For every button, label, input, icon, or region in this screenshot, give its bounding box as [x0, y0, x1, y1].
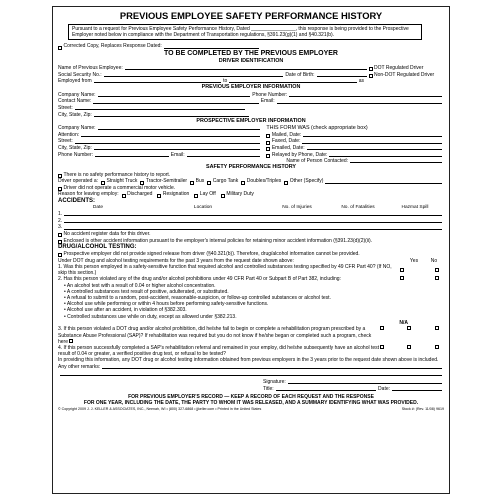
operated-label: Driver operated a:: [58, 178, 99, 185]
title-row: [58, 385, 444, 392]
remarks-line-2: [58, 370, 444, 377]
discharged-checkbox[interactable]: [122, 194, 126, 198]
record-notice-line-2: FOR ONE YEAR, INCLUDING THE DATE, THE PARTY TO WHOM IT WAS RELEASED, AND A SUMMARY IDENTIFYING WHAT WAS PROVIDED.: [83, 400, 419, 407]
acc-col-location: Location: [193, 204, 213, 210]
bus-checkbox[interactable]: [190, 181, 194, 185]
question-1: [58, 264, 444, 276]
other-remarks-label: Any other remarks:: [58, 364, 101, 371]
pros-company-row: [58, 125, 262, 132]
employee-name-row: [58, 65, 444, 72]
form-sent-heading: THIS FORM WAS (check appropriate box): [266, 125, 368, 132]
dot-regulated-checkbox[interactable]: [369, 67, 373, 71]
tractor-checkbox[interactable]: [140, 181, 144, 185]
q2-no-checkbox[interactable]: [435, 276, 439, 280]
title-field[interactable]: [276, 390, 376, 391]
q2-item-text: A refusal to submit to a random, post-accident, reasonable-suspicion, or follow-up controlled substances or alcohol test.: [66, 295, 331, 302]
corrected-copy-row: [58, 43, 444, 50]
stock-number: Stock #: (Rev. 11/08) 9619: [401, 407, 444, 412]
prospective-heading: PROSPECTIVE EMPLOYER INFORMATION: [196, 117, 306, 124]
faxed-label: Faxed, Date:: [271, 138, 301, 145]
title-label: Title:: [263, 385, 274, 392]
question-3: [58, 326, 444, 345]
pros-city-row: [58, 145, 262, 152]
q1-no-checkbox[interactable]: [435, 268, 439, 272]
straight-truck-checkbox[interactable]: [101, 181, 105, 185]
doubles-label: Doubles/Triples: [246, 178, 282, 185]
accident-row-1-field[interactable]: [64, 215, 442, 216]
main-heading: TO BE COMPLETED BY THE PREVIOUS EMPLOYER: [164, 49, 338, 57]
enclosed-row: [58, 237, 444, 244]
prev-email-label: Email:: [260, 98, 275, 105]
q3-unknown-checkbox[interactable]: [69, 339, 73, 343]
q2-item: • Alcohol use while performing or within 4 hours before performing safety-sensitive functions.: [64, 301, 269, 308]
faxed-date-field[interactable]: [302, 143, 442, 144]
question-2-text: 2. Has this person violated any of the drug and/or alcohol prohibitions under 49 CFR Part 40 or Subpart B of Part 382, including:: [58, 276, 341, 283]
copyright-text: © Copyright 2009 J. J. KELLER & ASSOCIATES, INC., Neenah, WI • (800) 327-6868 • jjkeller.com • Printed in the United States: [58, 407, 262, 412]
date-label: Date:: [378, 385, 390, 392]
acc-col-fatalities: No. of Fatalities: [341, 204, 375, 210]
q2-item-text: Alcohol use after an accident, in violation of §382.303.: [66, 307, 187, 314]
cargo-tank-label: Cargo Tank: [212, 178, 239, 185]
q2-item-text: An alcohol test with a result of 0.04 or higher alcohol concentration.: [66, 282, 216, 289]
release-row: [58, 251, 444, 258]
q4-na-checkbox[interactable]: [435, 345, 439, 349]
q3-yes-checkbox[interactable]: [380, 326, 384, 330]
prospective-section: [58, 125, 444, 165]
remarks-field-2[interactable]: [60, 375, 442, 376]
military-label: Military Duty: [226, 191, 254, 198]
emailed-label: Emailed, Date:: [271, 144, 305, 151]
tractor-label: Tractor-Semitrailer: [145, 178, 188, 185]
form-title: PREVIOUS EMPLOYEE SAFETY PERFORMANCE HISTORY: [119, 10, 383, 21]
emailed-checkbox[interactable]: [266, 147, 270, 151]
mailed-date-field[interactable]: [303, 136, 442, 137]
employed-to-label: to: [223, 78, 228, 85]
prev-company-label: Company Name:: [58, 91, 96, 98]
mailed-checkbox[interactable]: [266, 134, 270, 138]
bus-label: Bus: [195, 178, 205, 185]
copyright-row: [58, 407, 444, 412]
acc-col-date: Date: [92, 204, 104, 210]
q2-item-text: Alcohol use while performing or within 4 hours before performing safety-sensitive functions.: [66, 301, 269, 308]
ssn-field[interactable]: [104, 76, 284, 77]
q2-item: • A controlled substances test result of positive, adulterated, or substituted.: [64, 288, 229, 295]
no-accident-label: No accident register data for this driver.: [63, 231, 151, 238]
ssn-label: Social Security No.:: [58, 71, 102, 78]
no-accident-row: [58, 231, 444, 238]
prev-company-field[interactable]: [98, 96, 251, 97]
contacted-label: Name of Person Contacted:: [286, 158, 349, 165]
question-2: [58, 276, 444, 319]
faxed-row: [266, 138, 444, 145]
ssn-row: [58, 71, 444, 78]
acc-row-number: 1.: [58, 211, 63, 218]
faxed-checkbox[interactable]: [266, 141, 270, 145]
no-history-row: [58, 171, 444, 178]
under-dot-row: [58, 257, 444, 264]
layoff-checkbox[interactable]: [194, 194, 198, 198]
employed-as-label: as: [358, 78, 365, 85]
layoff-label: Lay Off: [199, 191, 216, 198]
relayed-date-field[interactable]: [329, 156, 442, 157]
enclosed-label: Enclosed is other accident information pursuant to the employer's internal policies for retaining minor accident information (§391.23(d)(2)(ii).: [63, 237, 373, 244]
drug-heading: DRUG/ALCOHOL TESTING:: [58, 243, 137, 250]
question-4: [58, 345, 444, 357]
q3-na-checkbox[interactable]: [435, 326, 439, 330]
q3-no-checkbox[interactable]: [407, 326, 411, 330]
safety-heading: SAFETY PERFORMANCE HISTORY: [205, 164, 297, 171]
no-header: No: [430, 257, 438, 264]
doubles-checkbox[interactable]: [241, 181, 245, 185]
pros-email-field[interactable]: [187, 156, 261, 157]
acc-col-hazmat: Hazmat Spill: [401, 204, 429, 210]
pros-city-field[interactable]: [94, 149, 261, 150]
accidents-heading: ACCIDENTS:: [58, 197, 95, 204]
pros-phone-row: [58, 151, 262, 158]
prev-street-label: Street:: [58, 104, 73, 111]
release-checkbox[interactable]: [58, 253, 62, 257]
prev-employer-heading: PREVIOUS EMPLOYER INFORMATION: [201, 84, 301, 91]
accident-row-3-field[interactable]: [64, 229, 442, 230]
dob-field[interactable]: [317, 76, 367, 77]
resignation-label: Resignation: [162, 191, 190, 198]
no-cmv-checkbox[interactable]: [58, 187, 62, 191]
resignation-checkbox[interactable]: [157, 194, 161, 198]
non-dot-label: Non-DOT Regulated Driver: [374, 71, 435, 78]
pros-phone-label: Phone Number:: [58, 151, 94, 158]
no-cmv-label: Driver did not operate a commercial motor vehicle.: [63, 184, 176, 191]
other-vehicle-checkbox[interactable]: [284, 181, 288, 185]
no-history-label: There is no safety performance history to report.: [63, 171, 171, 178]
prev-email-field[interactable]: [277, 103, 442, 104]
q1-yes-checkbox[interactable]: [400, 268, 404, 272]
q2-item: • An alcohol test with a result of 0.04 or higher alcohol concentration.: [64, 282, 216, 289]
q4-yes-checkbox[interactable]: [380, 345, 384, 349]
employee-name-field[interactable]: [125, 69, 367, 70]
no-cmv-row: [58, 185, 444, 192]
prev-city-field[interactable]: [94, 116, 249, 117]
pros-city-label: City, State, Zip:: [58, 144, 92, 151]
relayed-checkbox[interactable]: [266, 154, 270, 158]
yes-header: Yes: [409, 257, 419, 264]
employed-from-label: Employed from: [58, 78, 92, 85]
record-notice-line-1: FOR PREVIOUS EMPLOYER'S RECORD — KEEP A RECORD OF EACH REQUEST AND THE RESPONSE: [128, 394, 374, 401]
acc-col-injuries: No. of Injuries: [282, 204, 312, 210]
prev-street-field[interactable]: [75, 109, 245, 110]
straight-truck-label: Straight Truck: [106, 178, 138, 185]
cargo-tank-checkbox[interactable]: [207, 181, 211, 185]
prev-street-row: [58, 105, 444, 112]
no-history-checkbox[interactable]: [58, 174, 62, 178]
date-field[interactable]: [392, 390, 442, 391]
employed-row: [58, 78, 444, 85]
emailed-date-field[interactable]: [307, 149, 442, 150]
signature-row: [58, 379, 444, 386]
corrected-copy-label: Corrected Copy, Replaces Response Dated:: [63, 43, 162, 50]
other-remarks-field[interactable]: [102, 368, 442, 369]
prev-contact-field[interactable]: [93, 103, 258, 104]
record-notice: [58, 394, 444, 406]
accident-row-2-field[interactable]: [64, 222, 442, 223]
emailed-row: [266, 145, 444, 152]
pros-attention-row: [58, 131, 262, 138]
q2-item-text: Controlled substances use while on duty, except as allowed under §382.213.: [67, 313, 237, 320]
pros-street-row: [58, 138, 262, 145]
providing-text: In providing this information, any DOT drug or alcohol testing information obtained from previous employers in the 3 years prior to the request date shown above is included.: [58, 357, 439, 364]
accident-row-3: [58, 224, 444, 231]
reason-label: Reason for leaving employ:: [58, 191, 119, 198]
pros-phone-field[interactable]: [95, 156, 169, 157]
corrected-copy-checkbox[interactable]: [58, 46, 62, 50]
q2-item: • Alcohol use after an accident, in violation of §382.303.: [64, 307, 187, 314]
intro-box: Pursuant to a request for Previous Employee Safety Performance History, Dated ________________, this response is being provided to the Prospective Employer noted below in compliance with the Department of Transportation regulations, §391.23(g)(1) and §40.321(b).: [68, 24, 422, 40]
release-label: Prospective employer did not provide signed release from driver (§40.321(b)). Therefore, drug/alcohol information cannot be provided.: [63, 251, 360, 258]
signature-field[interactable]: [288, 383, 442, 384]
q2-item: • A refusal to submit to a random, post-accident, reasonable-suspicion, or follow-up controlled substances or alcohol test.: [64, 295, 331, 302]
acc-row-number: 2.: [58, 217, 63, 224]
military-checkbox[interactable]: [221, 194, 225, 198]
prev-company-row: [58, 91, 444, 98]
prev-phone-field[interactable]: [289, 96, 442, 97]
dob-label: Date of Birth:: [285, 71, 315, 78]
question-4-text: 4. If this person successfully completed a SAP's rehabilitation referral and remained in your employ, did he/she subsequently have an alcohol test result of 0.04 or greater, a verified positive drug test, or refusal to be tested?: [58, 345, 380, 358]
form-sent-heading-row: [266, 125, 444, 132]
other-vehicle-label: Other (Specify): [289, 178, 324, 185]
q2-item: • Controlled substances use while on duty, except as allowed under §382.213.: [64, 313, 237, 320]
other-vehicle-field[interactable]: [325, 183, 442, 184]
employed-from-field[interactable]: [94, 82, 221, 83]
relayed-row: [266, 151, 444, 158]
prev-contact-row: [58, 98, 444, 105]
q4-no-checkbox[interactable]: [407, 345, 411, 349]
reason-row: [58, 191, 444, 198]
q2-item-text: A controlled substances test result of positive, adulterated, or substituted.: [66, 288, 229, 295]
mailed-row: [266, 131, 444, 138]
pros-attention-field[interactable]: [81, 136, 260, 137]
pros-attention-label: Attention:: [58, 131, 80, 138]
safety-history-form: [52, 6, 450, 494]
vehicle-row: [58, 178, 444, 185]
signature-label: Signature:: [263, 379, 286, 386]
pros-company-label: Company Name:: [58, 125, 96, 132]
employed-to-field[interactable]: [229, 82, 356, 83]
prev-city-row: [58, 111, 444, 118]
prev-city-label: City, State, Zip:: [58, 111, 92, 118]
discharged-label: Discharged: [127, 191, 153, 198]
na-header: N/A: [399, 320, 408, 327]
accident-row-1: [58, 211, 444, 218]
na-header-row: [58, 320, 444, 327]
pros-street-label: Street:: [58, 138, 73, 145]
question-3-text: 3. If this person violated a DOT drug and/or alcohol prohibition, did he/she fail to begin or complete a rehabilitation program prescribed by a Substance Abuse Professional (SAP)? If rehabilitation was required but you do not know if he/she began or completed such a program, check here: [58, 326, 372, 345]
employee-name-label: Name of Previous Employee:: [58, 64, 123, 71]
question-1-text: 1. Was this person employed in a safety-sensitive function that required alcohol and controlled substances testing specified by 49 CFR Part 40? (If NO, skip this section.): [58, 264, 392, 277]
non-dot-checkbox[interactable]: [369, 74, 373, 78]
corrected-date-line[interactable]: [164, 48, 259, 49]
contacted-row: [266, 158, 444, 165]
relayed-label: Relayed by Phone, Date:: [271, 151, 328, 158]
q2-yes-checkbox[interactable]: [400, 276, 404, 280]
pros-street-field[interactable]: [75, 143, 261, 144]
driver-id-heading: DRIVER IDENTIFICATION: [218, 57, 284, 64]
under-dot-label: Under DOT drug and alcohol testing requirements for the past 3 years from the request date shown above:: [58, 257, 294, 264]
prev-phone-label: Phone Number:: [252, 91, 288, 98]
acc-row-number: 3.: [58, 224, 63, 231]
other-remarks-row: [58, 364, 444, 371]
pros-company-field[interactable]: [98, 129, 261, 130]
accident-row-2: [58, 217, 444, 224]
mailed-label: Mailed, Date:: [271, 131, 302, 138]
prev-contact-label: Contact Name:: [58, 98, 92, 105]
no-accident-checkbox[interactable]: [58, 233, 62, 237]
dot-regulated-label: DOT Regulated Driver: [374, 64, 424, 71]
pros-email-label: Email:: [170, 151, 185, 158]
accident-table-header: [58, 205, 444, 211]
contacted-field[interactable]: [350, 162, 442, 163]
